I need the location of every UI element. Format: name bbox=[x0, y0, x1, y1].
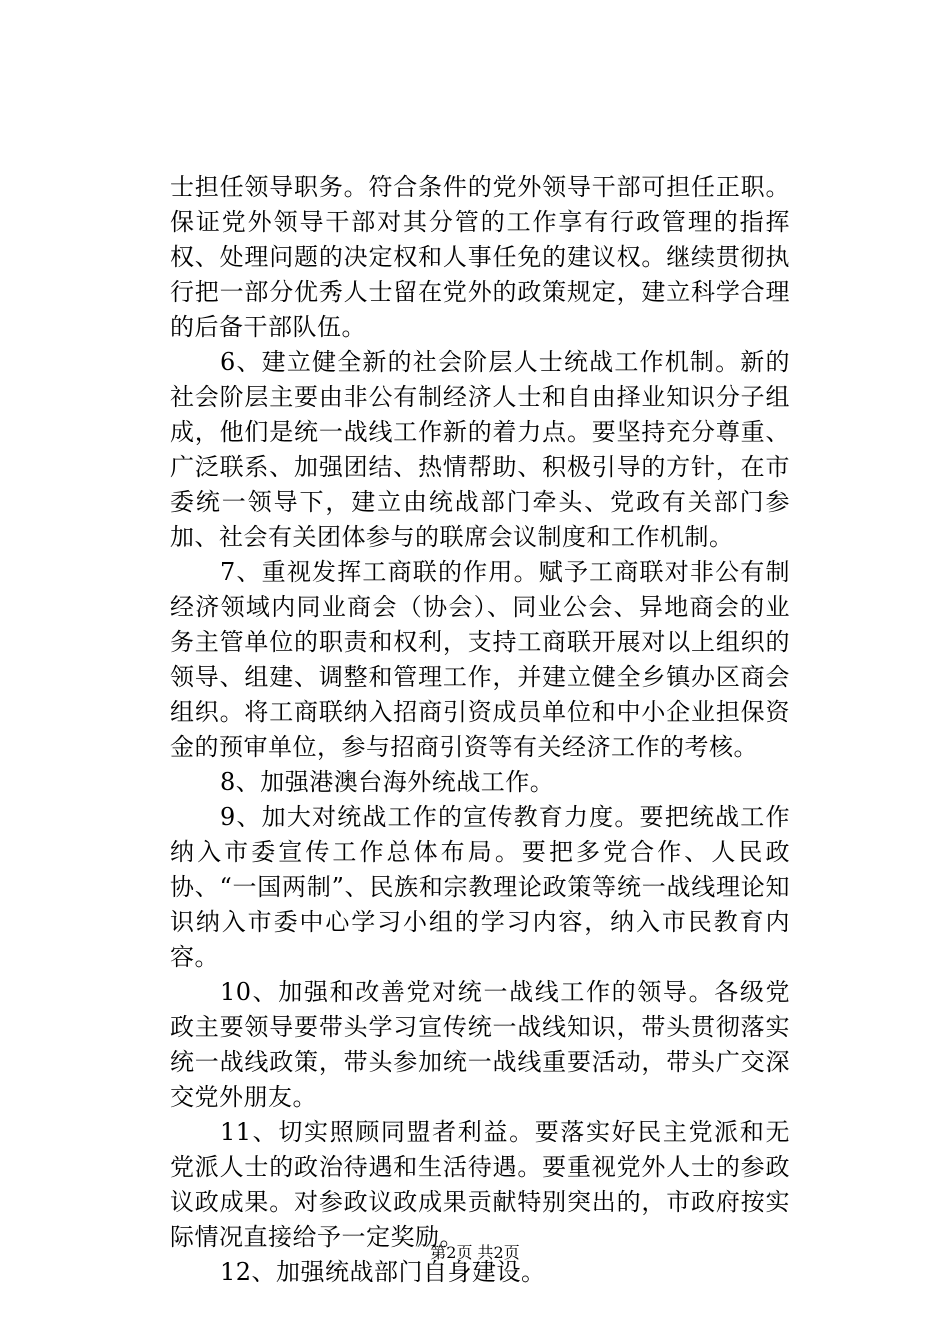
paragraph-item-12: 12、加强统战部门自身建设。 bbox=[220, 1258, 546, 1286]
paragraph-item-9: 9、加大对统战工作的宣传教育力度。要把统战工作纳入市委宣传工作总体布局。要把多党合作、人民政协、“一国两制”、民族和宗教理论政策等统一战线理论知识纳入市委中心学习小组的学习内容，纳入市民教育内容。 bbox=[170, 803, 790, 971]
paragraph-item-8: 8、加强港澳台海外统战工作。 bbox=[220, 768, 555, 796]
paragraph-item-10: 10、加强和改善党对统一战线工作的领导。各级党政主要领导要带头学习宣传统一战线知识，带头贯彻落实统一战线政策，带头参加统一战线重要活动，带头广交深交党外朋友。 bbox=[170, 978, 790, 1111]
document-body bbox=[170, 170, 790, 1290]
page-number-footer: 第2页 共2页 bbox=[430, 1243, 520, 1262]
paragraph-item-7: 7、重视发挥工商联的作用。赋予工商联对非公有制经济领域内同业商会（协会）、同业公会、异地商会的业务主管单位的职责和权利，支持工商联开展对以上组织的领导、组建、调整和管理工作，并建立健全乡镇办区商会组织。将工商联纳入招商引资成员单位和中小企业担保资金的预审单位，参与招商引资等有关经济工作的考核。 bbox=[170, 558, 790, 761]
paragraph-continuation: 士担任领导职务。符合条件的党外领导干部可担任正职。保证党外领导干部对其分管的工作享有行政管理的指挥权、处理问题的决定权和人事任免的建议权。继续贯彻执行把一部分优秀人士留在党外的政策规定，建立科学合理的后备干部队伍。 bbox=[170, 173, 790, 341]
paragraph-item-11: 11、切实照顾同盟者利益。要落实好民主党派和无党派人士的政治待遇和生活待遇。要重视党外人士的参政议政成果。对参政议政成果贡献特别突出的，市政府按实际情况直接给予一定奖励。 bbox=[170, 1118, 790, 1251]
paragraph-item-6: 6、建立健全新的社会阶层人士统战工作机制。新的社会阶层主要由非公有制经济人士和自由择业知识分子组成，他们是统一战线工作新的着力点。要坚持充分尊重、广泛联系、加强团结、热情帮助、积极引导的方针，在市委统一领导下，建立由统战部门牵头、党政有关部门参加、社会有关团体参与的联席会议制度和工作机制。 bbox=[170, 348, 790, 551]
